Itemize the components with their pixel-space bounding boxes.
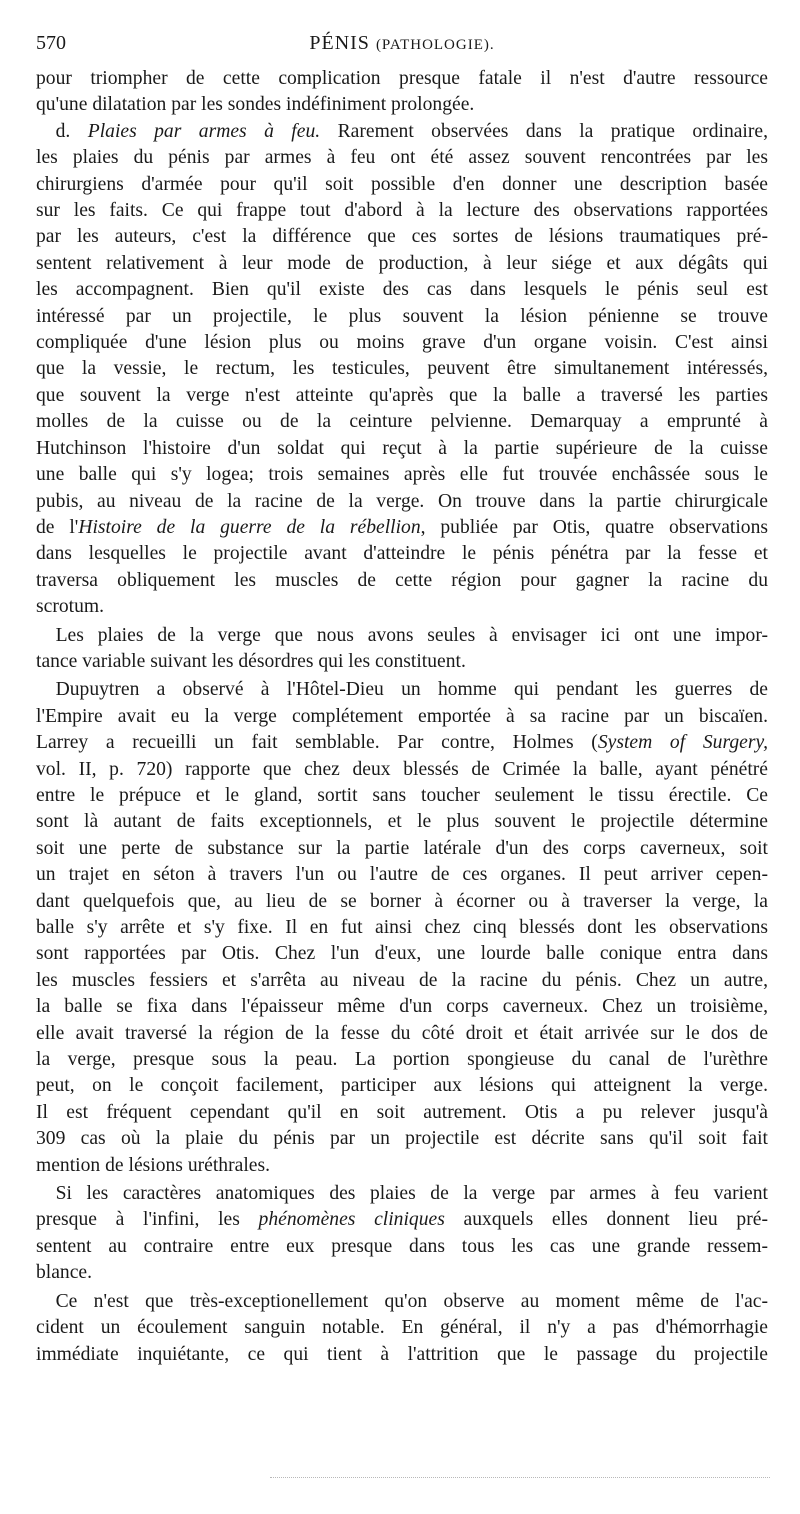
text-line: immédiate inquiétante, ce qui tient à l'attrition que le passage du projectile	[36, 1343, 768, 1365]
text-run: Si les caractères anatomiques des plaies de la verge par armes à feu varient	[55, 1183, 768, 1205]
text-line: intéressé par un projectile, le plus souvent la lésion pénienne se trouve	[36, 305, 768, 327]
text-line: l'Empire avait eu la verge complétement emportée à sa racine par un biscaïen.	[36, 705, 768, 727]
text-line: compliquée d'une lésion plus ou moins grave d'un organe voisin. C'est ainsi	[36, 332, 768, 354]
text-line: que souvent la verge n'est atteinte qu'après que la balle a traversé les parties	[36, 384, 768, 406]
text-line: entre le prépuce et le gland, sortit sans toucher seulement le tissu érectile. Ce	[36, 784, 768, 806]
text-line: vol. II, p. 720) rapporte que chez deux blessés de Crimée la balle, ayant pénétré	[36, 758, 768, 780]
text-line: un trajet en séton à travers l'un ou l'autre de ces organes. Il peut arriver cepen-	[36, 864, 768, 886]
text-line: dant quelquefois que, au lieu de se borner à écorner ou à traverser la verge, la	[36, 890, 768, 912]
text-line	[36, 730, 768, 756]
text-line	[36, 1289, 768, 1315]
scan-artifact	[270, 1477, 770, 1482]
text-line: dans lesquelles le projectile avant d'atteindre le pénis pénétra par la fesse et	[36, 543, 768, 565]
text-line: scrotum.	[36, 596, 105, 618]
text-line: pubis, au niveau de la racine de la verge. On trouve dans la partie chirurgicale	[36, 490, 768, 512]
emphasis-text: phénomènes cliniques	[258, 1209, 445, 1231]
text-line: sont rapportées par Otis. Chez l'un d'eux, une lourde balle conique entra dans	[36, 943, 768, 965]
page-number: 570	[36, 32, 66, 54]
paragraph	[36, 1289, 768, 1368]
book-title: Histoire de la guerre de la rébellion	[78, 516, 421, 538]
text-line: chirurgiens d'armée pour qu'il soit possible d'en donner une description basée	[36, 173, 768, 195]
text-line: sentent au contraire entre eux presque dans tous les cas une grande ressem-	[36, 1235, 768, 1257]
text-line	[36, 1207, 768, 1233]
paragraph	[36, 1181, 768, 1287]
running-title-main: PÉNIS	[309, 32, 370, 54]
text-line: que la vessie, le rectum, les testicules, peuvent être simultanement intéressés,	[36, 358, 768, 380]
paragraph	[36, 677, 768, 1179]
section-heading: Plaies par armes à feu.	[87, 120, 321, 142]
running-header	[36, 28, 768, 58]
text-run: Dupuytren a observé à l'Hôtel-Dieu un homme qui pendant les guerres de	[55, 679, 768, 701]
text-run: presque à l'infini, les	[36, 1209, 259, 1231]
text-line	[36, 515, 768, 541]
text-line: molles de la cuisse ou de la ceinture pelvienne. Demarquay a emprunté à	[36, 411, 768, 433]
text-line: tance variable suivant les désordres qui les constituent.	[36, 650, 466, 672]
text-run: Larrey a recueilli un fait semblable. Par contre, Holmes (	[36, 732, 598, 754]
body-text	[36, 66, 768, 1368]
text-line: balle s'y arrête et s'y fixe. Il en fut ainsi chez cinq blessés dont les observations	[36, 917, 768, 938]
text-line: la verge, presque sous la peau. La portion spongieuse du canal de l'urèthre	[36, 1049, 768, 1071]
paragraph	[36, 119, 768, 621]
text-line: soit une perte de substance sur la partie latérale d'un des corps caverneux, soit	[36, 837, 768, 859]
text-run: , publiée par Otis, quatre observations	[420, 516, 769, 538]
section-letter: d.	[55, 120, 71, 142]
text-line: elle avait traversé la région de la fesse du côté droit et était arrivée sur le dos de	[36, 1022, 768, 1044]
text-line	[36, 623, 768, 649]
text-line: sur les faits. Ce qui frappe tout d'abord à la lecture des observations rapportées	[36, 200, 768, 222]
paragraph	[36, 623, 768, 676]
text-line	[36, 119, 768, 145]
text-run: auxquels elles donnent lieu pré-	[444, 1209, 768, 1231]
text-line: blance.	[36, 1262, 93, 1284]
text-line: Il est fréquent cependant qu'il en soit autrement. Otis a pu relever jusqu'à	[36, 1101, 768, 1123]
text-line: pour triompher de cette complication presque fatale il n'est d'autre ressource	[36, 68, 768, 89]
text-line: mention de lésions uréthrales.	[36, 1154, 270, 1176]
text-line: qu'une dilatation par les sondes indéfiniment prolongée.	[36, 94, 475, 116]
text-line: les plaies du pénis par armes à feu ont été assez souvent rencontrées par les	[36, 147, 768, 169]
text-line	[36, 677, 768, 703]
text-line: par les auteurs, c'est la différence que ces sortes de lésions traumatiques pré-	[36, 226, 768, 248]
text-line: sont là autant de faits exceptionnels, et le plus souvent le projectile détermine	[36, 811, 768, 833]
text-run: Rarement observées dans la pratique ordinaire,	[337, 120, 768, 142]
text-line: Hutchinson l'histoire d'un soldat qui reçut à la partie supérieure de la cuisse	[36, 437, 768, 459]
text-run: Les plaies de la verge que nous avons seules à envisager ici ont une impor-	[55, 624, 768, 646]
text-line: sentent relativement à leur mode de production, à leur siége et aux dégâts qui	[36, 252, 768, 274]
text-line	[36, 1181, 768, 1207]
paragraph	[36, 66, 768, 119]
running-title	[36, 28, 768, 60]
running-title-sub: (PATHOLOGIE).	[375, 37, 495, 53]
text-line: les accompagnent. Bien qu'il existe des cas dans lesquels le pénis seul est	[36, 279, 768, 301]
text-line: une balle qui s'y logea; trois semaines après elle fut trouvée enchâssée sous le	[36, 464, 768, 486]
text-line: peut, on le conçoit facilement, participer aux lésions qui atteignent la verge.	[36, 1075, 768, 1097]
text-line: les muscles fessiers et s'arrêta au niveau de la racine du pénis. Chez un autre,	[36, 969, 768, 991]
text-line: cident un écoulement sanguin notable. En général, il n'y a pas d'hémorrhagie	[36, 1317, 768, 1339]
text-run: de l'	[36, 516, 79, 538]
text-line: la balle se fixa dans l'épaisseur même d'un corps caverneux. Chez un troisième,	[36, 996, 768, 1018]
book-title: System of Surgery,	[597, 732, 768, 754]
text-run: Ce n'est que très-exceptionellement qu'on observe au moment même de l'ac-	[55, 1290, 768, 1312]
text-line: 309 cas où la plaie du pénis par un projectile est décrite sans qu'il soit fait	[36, 1128, 768, 1150]
text-line: traversa obliquement les muscles de cette région pour gagner la racine du	[36, 569, 768, 591]
